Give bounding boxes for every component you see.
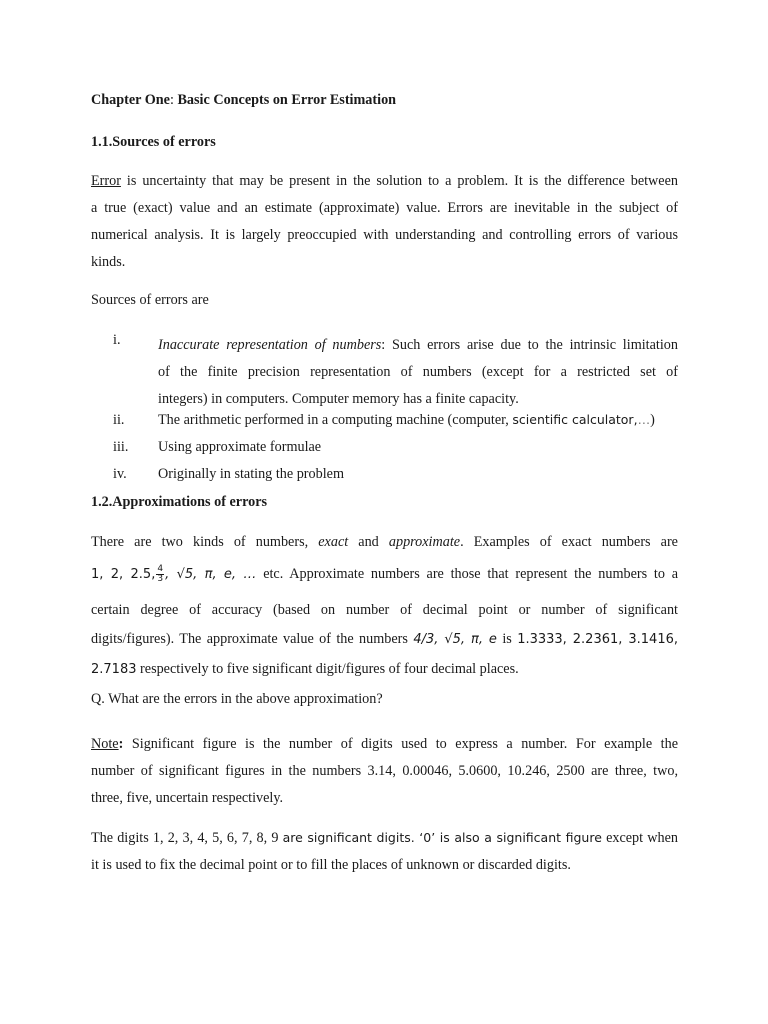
chapter-title: Basic Concepts on Error Estimation — [173, 92, 397, 108]
para-line: kinds. — [91, 254, 126, 270]
question: Q. What are the errors in the above approximation? — [91, 691, 383, 707]
section-title-sources: 1.1.Sources of errors — [91, 134, 216, 150]
list-number: iii. — [113, 439, 129, 455]
list-lead: Inaccurate representation of numbers — [158, 337, 382, 353]
sources-intro: Sources of errors are — [91, 292, 209, 308]
approximate-term: approximate — [388, 534, 461, 550]
note-paragraph: Note: Significant figure is the number of digits used to express a number. For example the number of significant figures in the numbers 3.14, 0.00046, 5.0600, 10.246, 2500 are three, two, three, five, uncertain respectively. — [91, 736, 678, 806]
list-body: Inaccurate representation of numbers: Such errors arise due to the intrinsic limitation of the finite precision representation of numbers (except for a restricted set of integers) in computers. Computer memory has a finite capacity. — [158, 337, 678, 407]
list-number: ii. — [113, 412, 125, 428]
exact-numbers-symbols: , √5, π, e, … — [165, 567, 257, 582]
list-number: iv. — [113, 466, 127, 482]
exact-term: exact — [318, 534, 349, 550]
note-label: Note — [91, 736, 119, 752]
chapter-heading — [91, 92, 678, 109]
approximate-values: 1.3333, 2.2361, 3.1416, — [517, 632, 678, 647]
calculator-text: scientific calculator, — [512, 412, 638, 427]
ellipsis: … — [637, 412, 651, 427]
approximate-value-e: 2.7183 — [91, 662, 137, 677]
fraction-four-thirds: $\frac{4}{3}$ — [157, 564, 164, 585]
para-line: a true (exact) value and an estimate (approximate) value. Errors are inevitable in the subject of — [91, 200, 678, 216]
chapter-colon: : — [169, 92, 174, 108]
significant-digits-text: are significant digits. ‘0’ is also a significant figure — [282, 830, 602, 845]
para-line: numerical analysis. It is largely preoccupied with understanding and controlling errors of various — [91, 227, 678, 243]
chapter-label: Chapter One — [91, 92, 170, 108]
numbers-expression: 4/3, √5, π, e — [413, 632, 497, 647]
error-term: Error — [91, 173, 121, 189]
para-line: Error is uncertainty that may be present in the solution to a problem. It is the difference between — [91, 173, 678, 189]
list-number: i. — [113, 332, 121, 348]
list-body: Originally in stating the problem — [158, 466, 344, 482]
approximation-paragraph: There are two kinds of numbers, exact and approximate. Examples of exact numbers are 1, 2, 2.5, $\frac{4}{3}$ , √5, π, e, … etc. Approximate numbers are those that represent the numbers to a certain degree of accuracy (based on number of decimal point or number of significant digits/figures). The approximate value of the numbers 4/3, √5, π, e is 1.3333, 2.2361, 3.1416, 2.7183 respectively to five significant digit/figures of four decimal places. — [91, 534, 678, 677]
section-title-approximations: 1.2.Approximations of errors — [91, 494, 268, 510]
list-body: The arithmetic performed in a computing machine (computer, scientific calculator,…) — [158, 412, 655, 428]
significant-digits-paragraph: The digits 1, 2, 3, 4, 5, 6, 7, 8, 9 are significant digits. ‘0’ is also a significant figure except when it is used to fix the decimal point or to fill the places of unknown or discarded digits. — [91, 830, 678, 873]
error-definition-paragraph — [91, 168, 678, 276]
exact-numbers: 1, 2, 2.5, — [91, 567, 156, 582]
list-body: Using approximate formulae — [158, 439, 322, 455]
